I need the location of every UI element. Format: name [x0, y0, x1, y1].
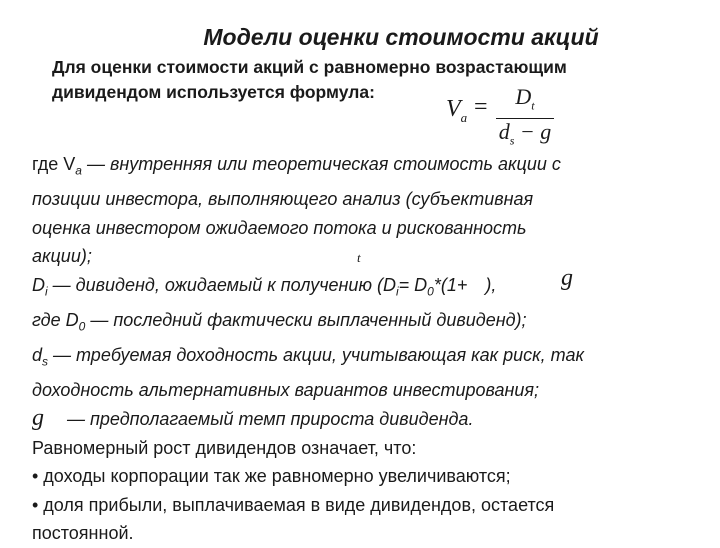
formula-lhs: $V_a$	[446, 96, 468, 125]
body-line: оценка инвестором ожидаемого потока и рискованность	[32, 217, 527, 238]
slide-title: Модели оценки стоимости акций	[203, 24, 599, 50]
body-line: доходность альтернативных вариантов инвестирования;	[32, 379, 540, 400]
bullet-item: • доля прибыли, выплачиваемая в виде дивидендов, остается	[32, 494, 555, 515]
formula-equals: =	[474, 94, 488, 120]
intro-text	[52, 55, 692, 105]
t-symbol-inline: t	[357, 250, 361, 265]
body-line: акции);	[32, 246, 92, 267]
g-symbol: g	[32, 405, 44, 432]
g-symbol-inline: g	[561, 265, 573, 291]
body-line: $D_i$ — дивиденд, ожидаемый к получению ($D_i= D_0*(1+$ ),	[32, 274, 497, 299]
formula-denominator: $d_s - g$	[498, 119, 552, 148]
body-line: где $V_a$ — внутренняя или теоретическая стоимость акции с	[32, 154, 561, 178]
formula-numerator: $D_t$	[515, 84, 535, 113]
body-line: где $D_0$ — последний фактически выплаченный дивиденд);	[32, 309, 527, 334]
body-line: постоянной.	[32, 523, 134, 544]
intro-line: дивидендом используется формула:	[52, 82, 375, 102]
body-line: позиции инвестора, выполняющего анализ (субъективная	[32, 189, 534, 210]
formula-fraction	[494, 84, 556, 154]
intro-line: Для оценки стоимости акций с равномерно возрастающим	[52, 57, 567, 77]
body-line: g — предполагаемый темп прироста дивиденда.	[32, 405, 474, 432]
body-line: $d_s$ — требуемая доходность акции, учитывающая как риск, так	[32, 344, 584, 369]
bullet-item: • доходы корпорации так же равномерно увеличиваются;	[32, 466, 511, 487]
valuation-formula	[446, 84, 556, 148]
body-line: Равномерный рост дивидендов означает, что:	[32, 437, 417, 458]
body-text	[32, 150, 712, 548]
